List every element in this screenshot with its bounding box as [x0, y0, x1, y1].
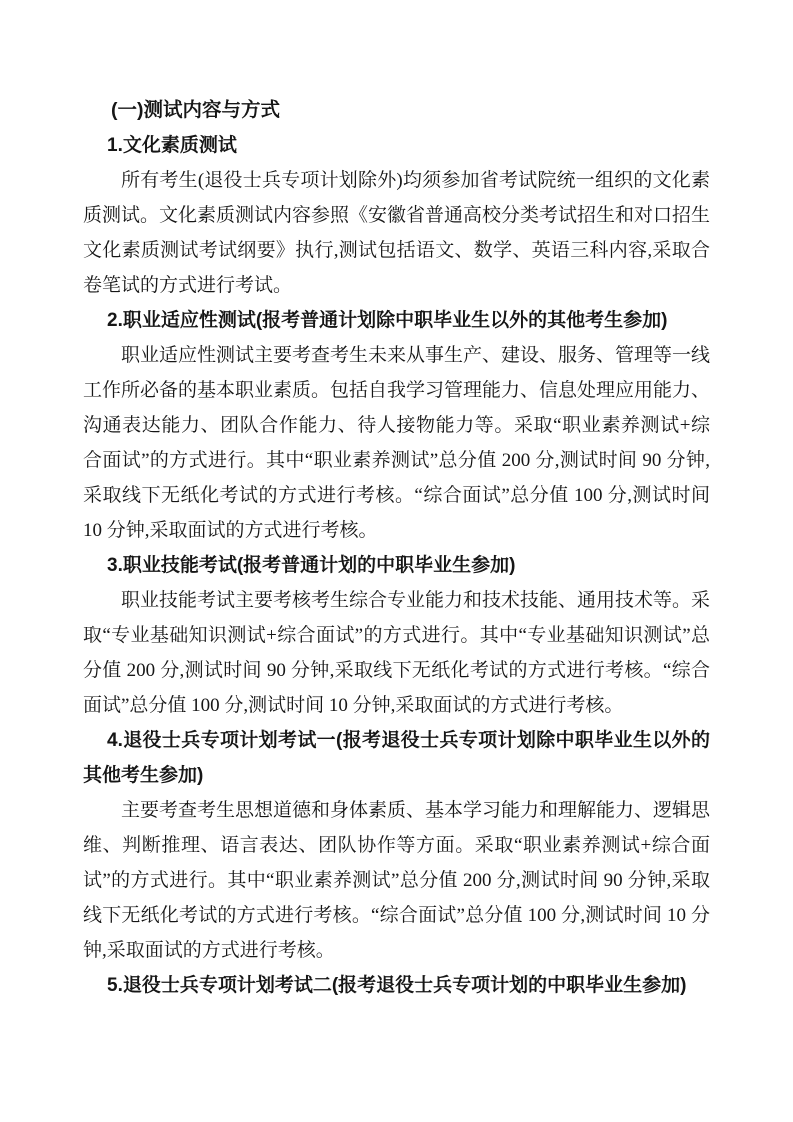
section-3-body: 职业技能考试主要考核考生综合专业能力和技术技能、通用技术等。采取“专业基础知识测试+综合面试”的方式进行。其中“专业基础知识测试”总分值 200 分,测试时间 90 分钟,采取线下无纸化考试的方式进行考核。“综合面试”总分值 100 分,测试时间 10 分钟,采取面试的方式进行考核。: [83, 590, 711, 716]
section-1-body: 所有考生(退役士兵专项计划除外)均须参加省考试院统一组织的文化素质测试。文化素质测试内容参照《安徽省普通高校分类考试招生和对口招生文化素质测试考试纲要》执行,测试包括语文、数学、英语三科内容,采取合卷笔试的方式进行考试。: [83, 170, 711, 296]
section-2-heading-vocational-aptitude-test: 2.职业适应性测试(报考普通计划除中职毕业生以外的其他考生参加): [107, 310, 668, 331]
section-4-body: 主要考查考生思想道德和身体素质、基本学习能力和理解能力、逻辑思维、判断推理、语言表达、团队协作等方面。采取“职业素养测试+综合面试”的方式进行。其中“职业素养测试”总分值 200 分,测试时间 90 分钟,采取线下无纸化考试的方式进行考核。“综合面试”总分值 100 分,测试时间 10 分钟,采取面试的方式进行考核。: [83, 800, 711, 961]
section-3-heading-vocational-skill-exam: 3.职业技能考试(报考普通计划的中职毕业生参加): [107, 555, 516, 576]
section-5-heading-veteran-special-plan-exam-2: 5.退役士兵专项计划考试二(报考退役士兵专项计划的中职毕业生参加): [107, 975, 687, 996]
main-heading-test-content-method: (一)测试内容与方式: [111, 99, 280, 121]
section-1-heading-culture-quality-test: 1.文化素质测试: [107, 135, 237, 156]
section-4-heading-veteran-special-plan-exam-1: 4.退役士兵专项计划考试一(报考退役士兵专项计划除中职毕业生以外的其他考生参加): [83, 730, 710, 786]
section-2-body: 职业适应性测试主要考查考生未来从事生产、建设、服务、管理等一线工作所必备的基本职业素质。包括自我学习管理能力、信息处理应用能力、沟通表达能力、团队合作能力、待人接物能力等。采取“职业素养测试+综合面试”的方式进行。其中“职业素养测试”总分值 200 分,测试时间 90 分钟,采取线下无纸化考试的方式进行考核。“综合面试”总分值 100 分,测试时间 10 分钟,采取面试的方式进行考核。: [83, 345, 711, 541]
